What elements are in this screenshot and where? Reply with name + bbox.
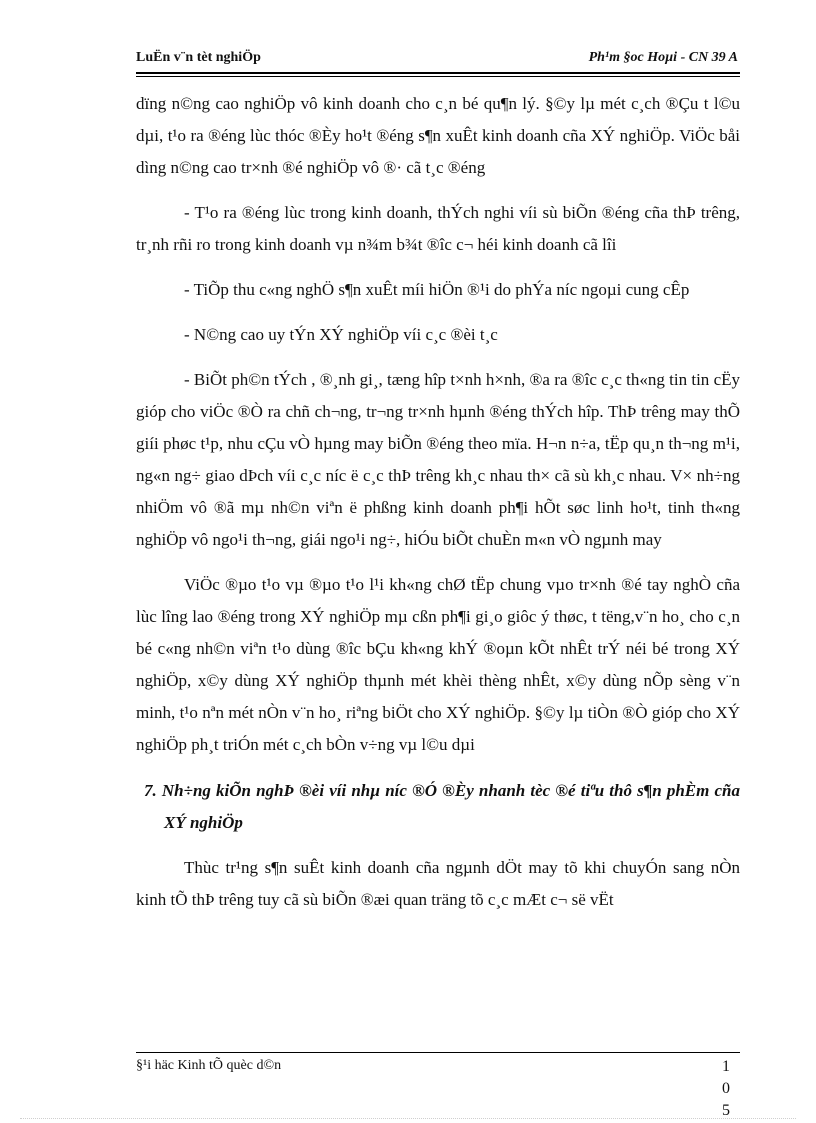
section-heading: 7. Nh÷ng kiÕn nghÞ ®èi víi nhµ níc ®Ó ®Èy nhanh tèc ®é tiªu thô s¶n phÈm cña XÝ nghiÖp [144, 781, 740, 832]
page-edge [20, 1118, 796, 1119]
header-thesis-label: LuËn v¨n tèt nghiÖp [136, 50, 261, 65]
page-number [718, 1056, 734, 1122]
header-divider [136, 72, 740, 77]
paragraph-6: ViÖc ®µo t¹o vµ ®µo t¹o l¹i kh«ng chØ tËp chung vµo tr×nh ®é tay nghÒ cña lùc lîng lao ®éng trong XÝ nghiÖp mµ cßn ph¶i gi¸o giôc ý thøc, t tëng,v¨n ho¸ cho c¸n bé c«ng nh©n viªn t¹o dùng ®îc bÇu kh«ng khÝ ®oµn kÕt nhÊt trÝ néi bé trong XÝ nghiÖp, x©y dùng XÝ nghiÖp thµnh mét khèi thèng nhÊt, x©y dùng nÕp sèng v¨n minh, t¹o nªn mét nÒn v¨n ho¸ riªng biÖt cho XÝ nghiÖp. §©y lµ tiÒn ®Ò gióp cho XÝ nghiÖp ph¸t triÓn mét c¸ch bÒn v÷ng vµ l©u dµi [136, 575, 740, 754]
page-number-digit: 1 [722, 1058, 730, 1075]
document-body [136, 88, 740, 916]
paragraph-3: - TiÕp thu c«ng nghÖ s¶n xuÊt míi hiÖn ®¹i do phÝa níc ngoµi cung cÊp [184, 280, 690, 299]
paragraph-4: - N©ng cao uy tÝn XÝ nghiÖp víi c¸c ®èi t¸c [184, 325, 498, 344]
paragraph-2: - T¹o ra ®éng lùc trong kinh doanh, thÝch nghi víi sù biÕn ®éng cña thÞ trêng, tr¸nh rñi ro trong kinh doanh vµ n¾m b¾t ®îc c¬ héi kinh doanh cã lîi [136, 203, 740, 254]
header-author: Ph¹m §oc Hoµi - CN 39 A [588, 50, 738, 65]
footer-university: §¹i häc Kinh tÕ quèc d©n [136, 1058, 282, 1073]
paragraph-7: Thùc tr¹ng s¶n suÊt kinh doanh cña ngµnh dÖt may tõ khi chuyÓn sang nÒn kinh tÕ thÞ trêng tuy cã sù biÕn ®æi quan träng tõ c¸c mÆt c¬ së vËt [136, 858, 740, 909]
footer-divider [136, 1052, 740, 1053]
page-number-digit: 5 [722, 1102, 730, 1119]
page-number-digit: 0 [722, 1080, 730, 1097]
paragraph-1: dïng n©ng cao nghiÖp vô kinh doanh cho c¸n bé qu¶n lý. §©y lµ mét c¸ch ®Çu t l©u dµi, t¹o ra ®éng lùc thóc ®Èy ho¹t ®éng s¶n xuÊt kinh doanh cña XÝ nghiÖp. ViÖc båi dìng n©ng cao tr×nh ®é nghiÖp vô ®· cã t¸c ®éng [136, 94, 740, 177]
paragraph-5: - BiÕt ph©n tÝch , ®¸nh gi¸, tæng hîp t×nh h×nh, ®a ra ®îc c¸c th«ng tin tin cËy gióp cho viÖc ®Ò ra chñ ch¬ng, tr¬ng tr×nh hµnh ®éng thÝch hîp. ThÞ trêng may thÕ giíi phøc t¹p, nhu cÇu vÒ hµng may biÕn ®éng theo mïa. H¬n n÷a, tËp qu¸n th¬ng m¹i, ng«n ng÷ giao dÞch víi c¸c níc ë c¸c thÞ trêng kh¸c nhau th× cã sù kh¸c nhau. V× nh÷ng nhiÖm vô ®ã mµ nh©n viªn ë phßng kinh doanh ph¶i hÕt søc linh ho¹t, tinh th«ng nghiÖp vô ngo¹i th¬ng, giái ngo¹i ng÷, hiÓu biÕt chuÈn m«n vÒ ngµnh may [136, 370, 740, 549]
